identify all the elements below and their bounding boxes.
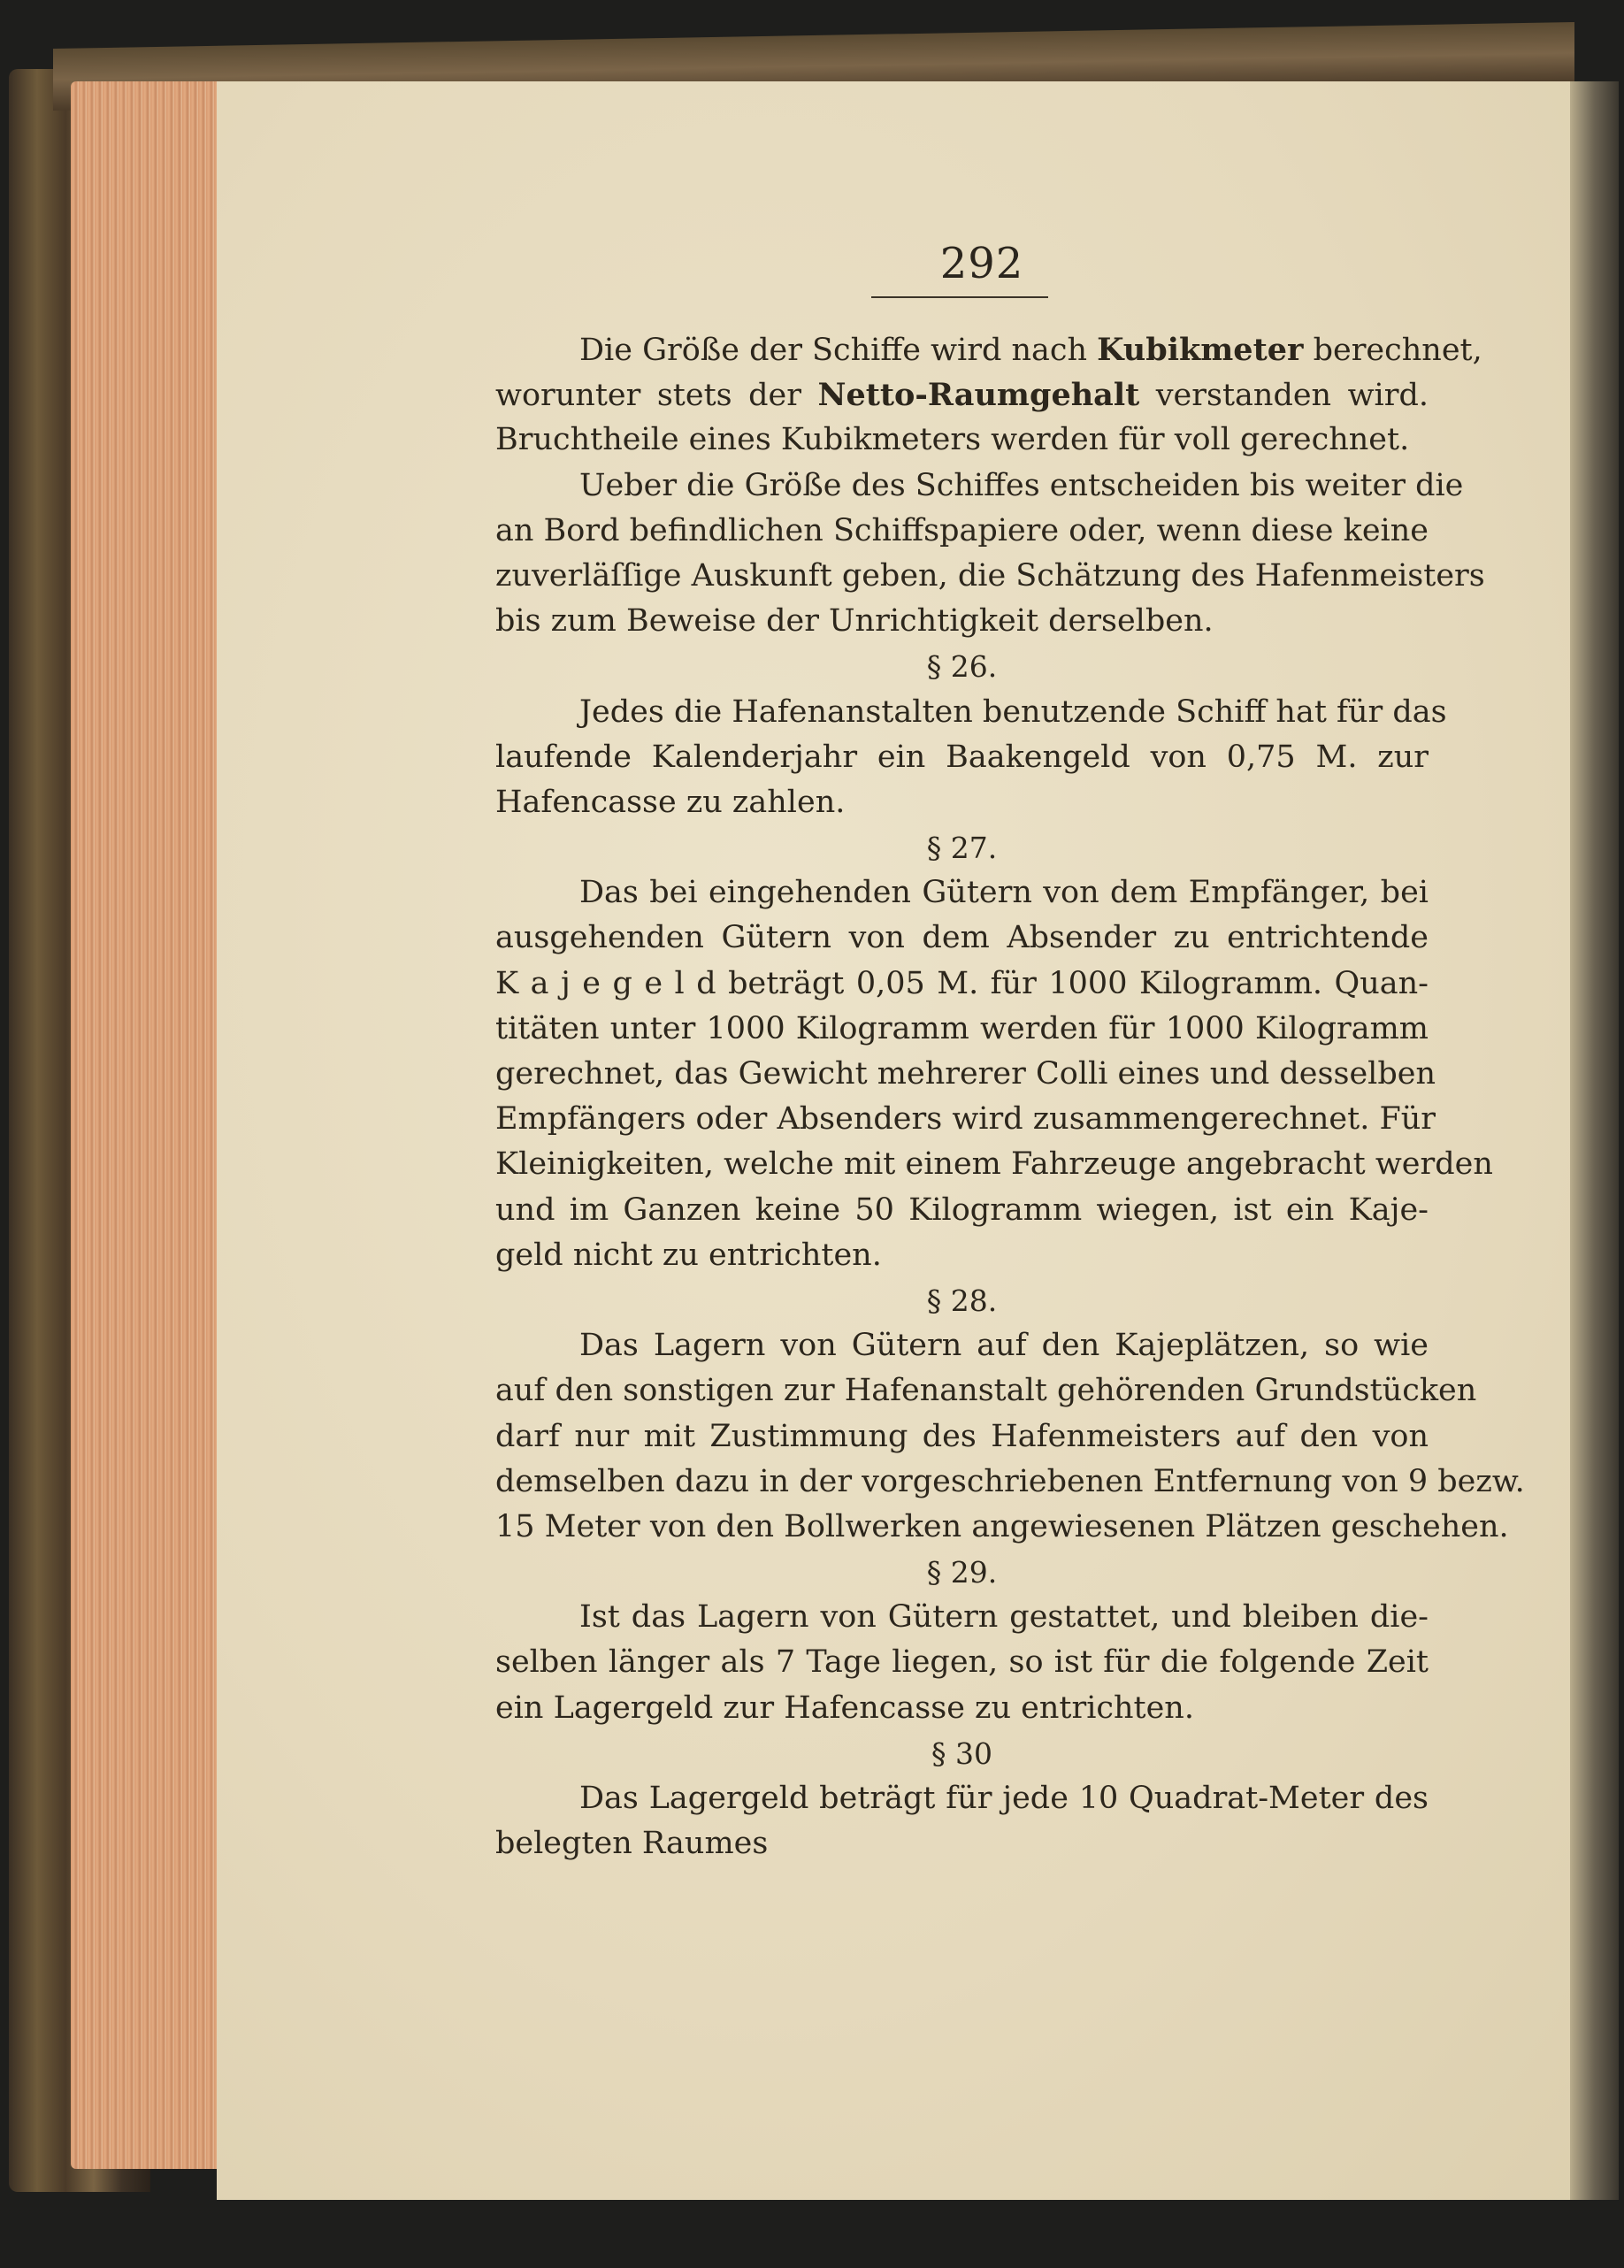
bold-term: Netto-Raumgehalt: [817, 377, 1140, 414]
text-run: auf den sonstigen zur Hafenanstalt gehörenden Grundstücken: [495, 1373, 1477, 1409]
text-run: Kleinigkeiten, welche mit einem Fahrzeuge angebracht werden: [495, 1146, 1493, 1183]
text-line: [495, 1505, 1509, 1550]
text-line: [495, 1233, 1429, 1278]
text-run: Ist das Lagern von Gütern gestattet, und bleiben die-: [579, 1599, 1429, 1636]
text-line: [495, 1323, 1429, 1368]
text-line: [495, 509, 1429, 554]
text-run: demselben dazu in der vorgeschriebenen Entfernung von 9 bezw.: [495, 1463, 1525, 1499]
text-run: ausgehenden Gütern von dem Absender zu entrichtende: [495, 920, 1429, 956]
text-run: Ueber die Größe des Schiffes entscheiden bis weiter die: [579, 467, 1464, 503]
text-line: [495, 1007, 1429, 1052]
text-line: [495, 464, 1464, 509]
section-heading: [495, 825, 1429, 870]
text-run: belegten Raumes: [495, 1826, 769, 1862]
text-line: [495, 1414, 1429, 1460]
text-run: ein Lagergeld zur Hafencasse zu entrichten.: [495, 1690, 1194, 1726]
text-run: gerechnet, das Gewicht mehrerer Colli eines und desselben: [495, 1056, 1436, 1092]
text-run: K a j e g e l d beträgt 0,05 M. für 1000 Kilogramm. Quan-: [495, 965, 1429, 1001]
text-line: [495, 1460, 1525, 1505]
text-run: Das Lagern von Gütern auf den Kajeplätzen, so wie: [579, 1328, 1429, 1364]
text-run: § 29.: [926, 1555, 998, 1590]
text-run: § 30: [931, 1735, 992, 1771]
text-line: [495, 372, 1429, 418]
bold-term: Kubikmeter: [1097, 332, 1304, 368]
text-run: Das bei eingehenden Gütern von dem Empfänger, bei: [579, 875, 1429, 911]
page-gutter: [1570, 81, 1619, 2200]
text-line: [495, 962, 1429, 1007]
text-line: [495, 599, 1429, 644]
text-run: berechnet,: [1303, 333, 1482, 368]
text-line: [495, 1142, 1493, 1187]
text-run: Hafencasse zu zahlen.: [495, 784, 846, 820]
text-run: zuverläſſige Auskunft geben, die Schätzung des Hafenmeisters: [495, 557, 1485, 594]
text-line: [495, 1776, 1429, 1821]
section-heading: [495, 644, 1429, 689]
section-heading: [495, 1550, 1429, 1595]
text-line: [495, 1097, 1436, 1142]
text-run: und im Ganzen keine 50 Kilogramm wiegen, ist ein Kaje-: [495, 1191, 1429, 1228]
text-run: worunter stets der: [495, 378, 818, 414]
text-run: bis zum Beweise der Unrichtigkeit derselben.: [495, 603, 1214, 640]
text-run: Das Lagergeld beträgt für jede 10 Quadrat-Meter des: [579, 1781, 1429, 1816]
text-run: Jedes die Hafenanstalten benutzende Schiff hat für das: [579, 693, 1447, 730]
text-run: § 26.: [926, 649, 998, 685]
text-run: selben länger als 7 Tage liegen, so ist für die folgende Zeit: [495, 1644, 1429, 1681]
text-line: [495, 870, 1429, 916]
text-line: [495, 1686, 1429, 1731]
text-run: titäten unter 1000 Kilogramm werden für 1000 Kilogramm: [495, 1010, 1429, 1046]
text-line: [495, 1052, 1436, 1097]
text-run: 15 Meter von den Bollwerken angewiesenen Plätzen geschehen.: [495, 1508, 1509, 1544]
text-line: [495, 780, 1429, 825]
text-run: Bruchtheile eines Kubikmeters werden für voll gerechnet.: [495, 422, 1410, 458]
text-line: [495, 690, 1447, 735]
text-run: § 27.: [926, 831, 998, 866]
text-run: § 28.: [926, 1283, 998, 1318]
text-run: verstanden wird.: [1139, 378, 1429, 414]
text-run: laufende Kalenderjahr ein Baakengeld von 0,75 M. zur: [495, 739, 1429, 775]
page-number: 292: [939, 239, 1024, 288]
text-run: Empfängers oder Absenders wird zusammengerechnet. Für: [495, 1101, 1436, 1138]
text-run: darf nur mit Zustimmung des Hafenmeisters auf den von: [495, 1418, 1429, 1454]
text-run: an Bord befindlichen Schiffspapiere oder, wenn diese keine: [495, 512, 1429, 548]
text-run: Die Größe der Schiffe wird nach: [579, 333, 1098, 368]
text-run: geld nicht zu entrichten.: [495, 1237, 882, 1273]
text-line: [495, 735, 1429, 780]
text-line: [495, 1595, 1429, 1640]
text-line: [495, 1640, 1429, 1685]
page-text: [495, 327, 1525, 1866]
text-line: [495, 1188, 1429, 1233]
section-heading: [495, 1731, 1429, 1776]
text-line: [495, 1368, 1477, 1414]
section-heading: [495, 1278, 1429, 1323]
text-line: [495, 1821, 1429, 1866]
text-line: [495, 418, 1429, 463]
text-line: [495, 554, 1485, 599]
header-rule: [871, 296, 1048, 298]
text-line: [495, 327, 1482, 372]
text-line: [495, 916, 1429, 961]
